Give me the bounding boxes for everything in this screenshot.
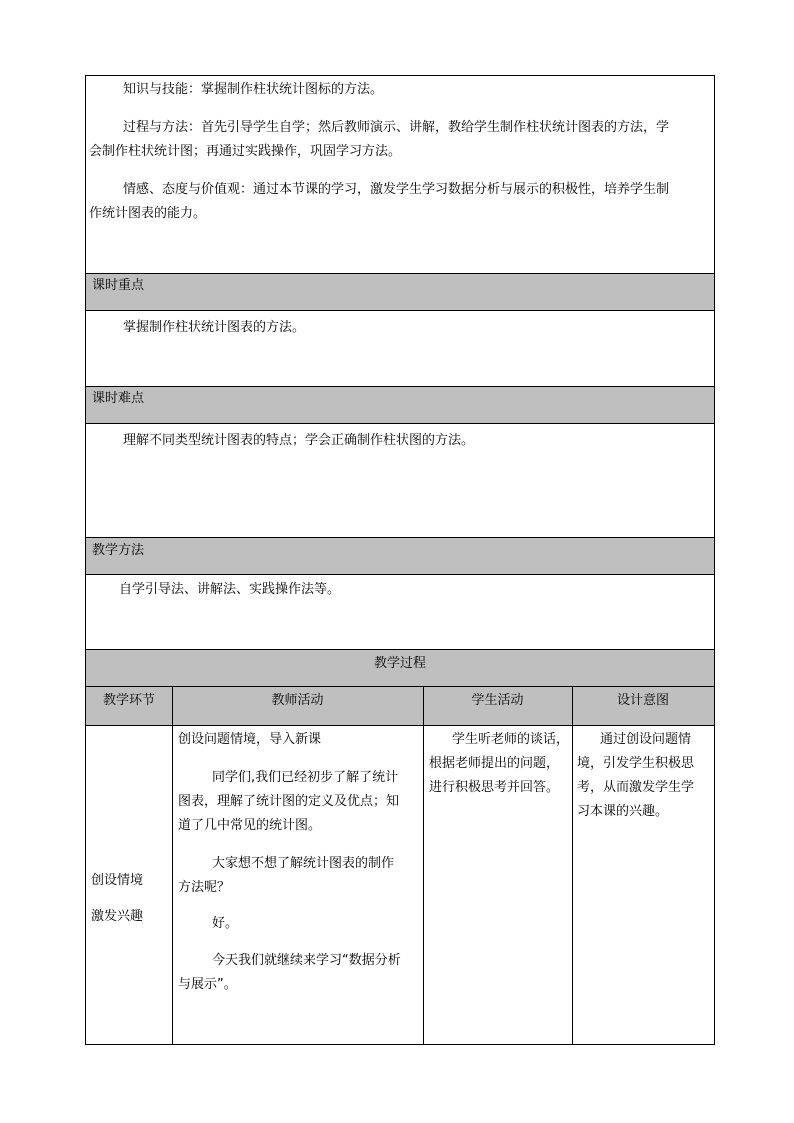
stage-line1: 创设情境 — [91, 873, 144, 888]
teacher-p1-line3: 道了几中常见的统计图。 — [178, 818, 322, 833]
objective-process-line2: 会制作柱状统计图；再通过实践操作，巩固学习方法。 — [89, 144, 402, 159]
process-title: 教学过程 — [373, 656, 426, 671]
column-header-teacher: 教师活动 — [271, 693, 324, 708]
intent-line3: 考，从而激发学生学 — [577, 780, 695, 795]
key-point-content: 掌握制作柱状统计图表的方法。 — [123, 320, 306, 335]
column-header-student: 学生活动 — [471, 693, 524, 708]
objective-emotion-line2: 作统计图表的能力。 — [89, 206, 207, 221]
method-content: 自学引导法、讲解法、实践操作法等。 — [119, 582, 341, 597]
objective-emotion-line1: 情感、态度与价值观：通过本节课的学习，激发学生学习数据分析与展示的积极性，培养学生制 — [123, 182, 670, 197]
difficulty-header: 课时难点 — [92, 391, 145, 406]
student-line3: 进行积极思考并回答。 — [429, 780, 560, 795]
key-point-header: 课时重点 — [92, 278, 145, 293]
teacher-p3: 好。 — [212, 916, 239, 931]
teacher-p1-line1: 同学们,我们已经初步了解了统计 — [212, 770, 399, 785]
objective-process-line1: 过程与方法：首先引导学生自学；然后教师演示、讲解，教给学生制作柱状统计图表的方法，学 — [123, 120, 670, 135]
intent-line1: 通过创设问题情 — [600, 732, 692, 747]
student-line1: 学生听老师的谈话， — [452, 732, 570, 747]
process-column-header-row — [86, 687, 714, 726]
process-title-row — [86, 649, 714, 687]
teacher-p2-line2: 方法呢？ — [178, 880, 231, 895]
column-divider — [423, 687, 424, 1045]
method-header: 教学方法 — [92, 543, 145, 558]
method-header-row — [86, 537, 714, 575]
key-point-header-row — [86, 273, 714, 311]
column-header-intent: 设计意图 — [616, 693, 669, 708]
intent-line2: 境，引发学生积极思 — [577, 756, 695, 771]
column-divider — [172, 687, 173, 1045]
teacher-p2-line1: 大家想不想了解统计图表的制作 — [212, 856, 395, 871]
difficulty-content: 理解不同类型统计图表的特点；学会正确制作柱状图的方法。 — [123, 433, 475, 448]
student-line2: 根据老师提出的问题， — [429, 756, 560, 771]
objective-knowledge: 知识与技能：掌握制作柱状统计图标的方法。 — [123, 82, 384, 97]
teacher-p4-line2: 与展示”。 — [178, 977, 237, 992]
intent-line4: 习本课的兴趣。 — [577, 804, 669, 819]
column-header-stage: 教学环节 — [102, 693, 155, 708]
stage-line2: 激发兴趣 — [91, 909, 144, 924]
difficulty-header-row — [86, 386, 714, 424]
column-divider — [572, 687, 573, 1045]
teacher-p4-line1: 今天我们就继续来学习“数据分析 — [212, 953, 401, 968]
teacher-p1-line2: 图表，理解了统计图的定义及优点；知 — [178, 794, 400, 809]
lesson-plan-table — [85, 75, 715, 1045]
teacher-heading: 创设问题情境，导入新课 — [178, 732, 322, 747]
